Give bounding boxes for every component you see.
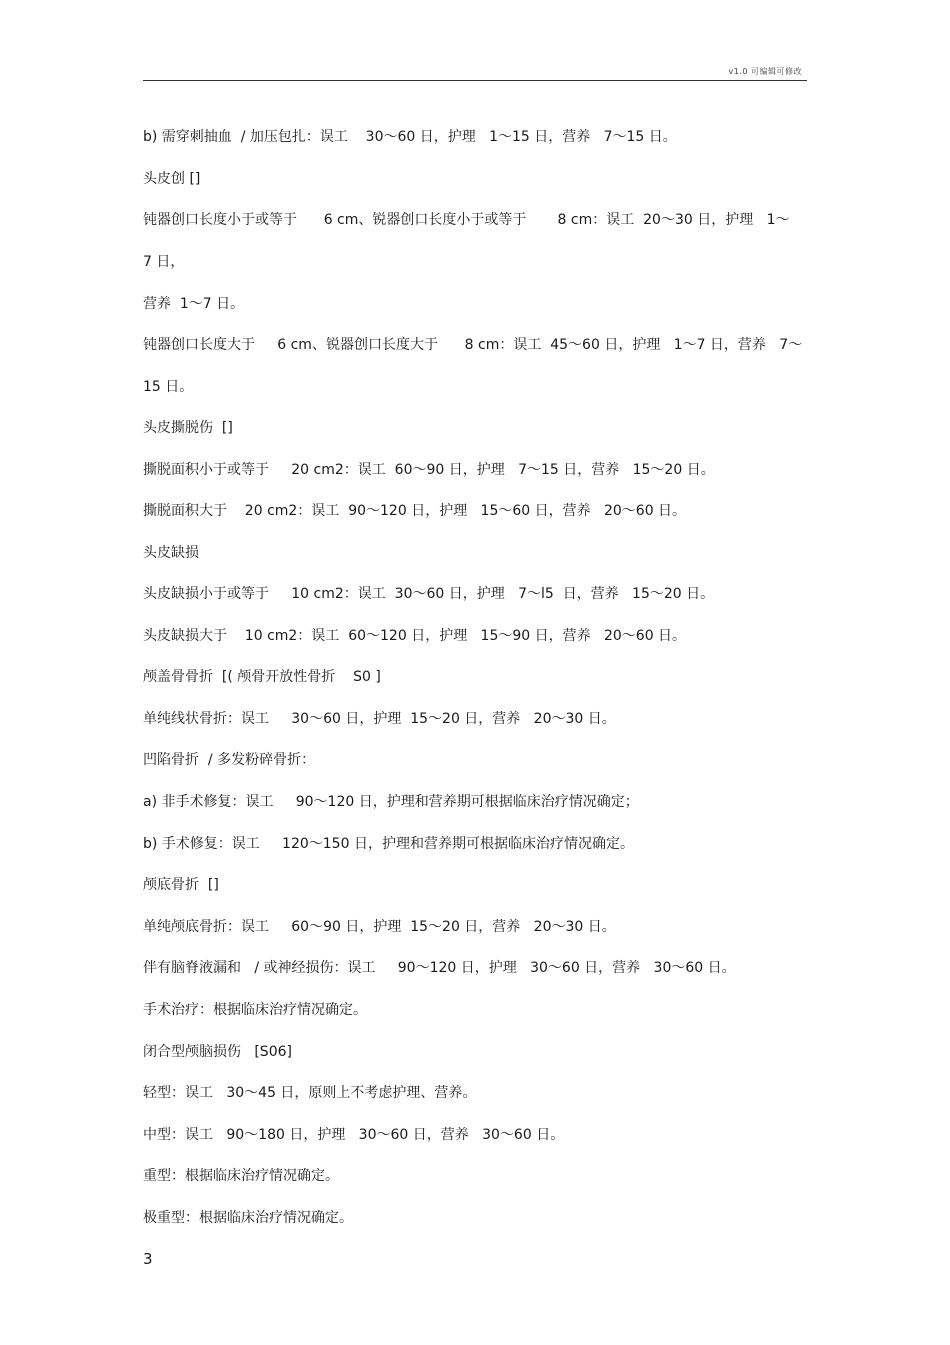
header-version-text: v1.0 可编辑可修改 bbox=[728, 67, 802, 76]
text-line: 钝器创口长度小于或等于 6 cm、锐器创口长度小于或等于 8 cm：误工 20～30 日，护理 1～ bbox=[143, 212, 790, 228]
text-line: 闭合型颅脑损伤 [S06] bbox=[143, 1044, 292, 1060]
text-line: b) 需穿刺抽血 / 加压包扎：误工 30～60 日，护理 1～15 日，营养 7～15 日。 bbox=[143, 129, 677, 145]
text-line: 颅底骨折 [] bbox=[143, 877, 219, 893]
text-line: 凹陷骨折 / 多发粉碎骨折： bbox=[143, 752, 316, 768]
text-line: 颅盖骨骨折 [( 颅骨开放性骨折 S0 ] bbox=[143, 669, 381, 685]
text-line: b) 手术修复：误工 120～150 日，护理和营养期可根据临床治疗情况确定。 bbox=[143, 836, 634, 852]
page-number: 3 bbox=[143, 1250, 153, 1268]
text-line: 7 日， bbox=[143, 254, 185, 270]
text-line: 单纯线状骨折：误工 30～60 日，护理 15～20 日，营养 20～30 日。 bbox=[143, 711, 616, 727]
header-rule bbox=[143, 80, 807, 81]
text-line: 头皮缺损 bbox=[143, 545, 199, 561]
text-line: 钝器创口长度大于 6 cm、锐器创口长度大于 8 cm：误工 45～60 日，护理 1～7 日，营养 7～ bbox=[143, 337, 803, 353]
text-line: 头皮缺损大于 10 cm2：误工 60～120 日，护理 15～90 日，营养 20～60 日。 bbox=[143, 628, 687, 644]
text-line: 单纯颅底骨折：误工 60～90 日，护理 15～20 日，营养 20～30 日。 bbox=[143, 919, 616, 935]
text-line: 伴有脑脊液漏和 / 或神经损伤：误工 90～120 日，护理 30～60 日，营养 30～60 日。 bbox=[143, 960, 736, 976]
text-line: 中型：误工 90～180 日，护理 30～60 日，营养 30～60 日。 bbox=[143, 1127, 565, 1143]
text-line: 头皮创 [] bbox=[143, 171, 201, 187]
text-line: 极重型：根据临床治疗情况确定。 bbox=[143, 1210, 353, 1226]
text-line: 撕脱面积大于 20 cm2：误工 90～120 日，护理 15～60 日，营养 20～60 日。 bbox=[143, 503, 687, 519]
text-line: 营养 1～7 日。 bbox=[143, 296, 245, 312]
text-line: 头皮缺损小于或等于 10 cm2：误工 30～60 日，护理 7～l5 日，营养 15～20 日。 bbox=[143, 586, 715, 602]
text-line: a) 非手术修复：误工 90～120 日，护理和营养期可根据临床治疗情况确定； bbox=[143, 794, 639, 810]
text-line: 手术治疗：根据临床治疗情况确定。 bbox=[143, 1002, 367, 1018]
text-line: 重型：根据临床治疗情况确定。 bbox=[143, 1168, 339, 1184]
text-line: 15 日。 bbox=[143, 379, 194, 395]
text-line: 撕脱面积小于或等于 20 cm2：误工 60～90 日，护理 7～15 日，营养 15～20 日。 bbox=[143, 462, 715, 478]
text-line: 头皮撕脱伤 [] bbox=[143, 420, 233, 436]
text-line: 轻型：误工 30～45 日，原则上不考虑护理、营养。 bbox=[143, 1085, 477, 1101]
